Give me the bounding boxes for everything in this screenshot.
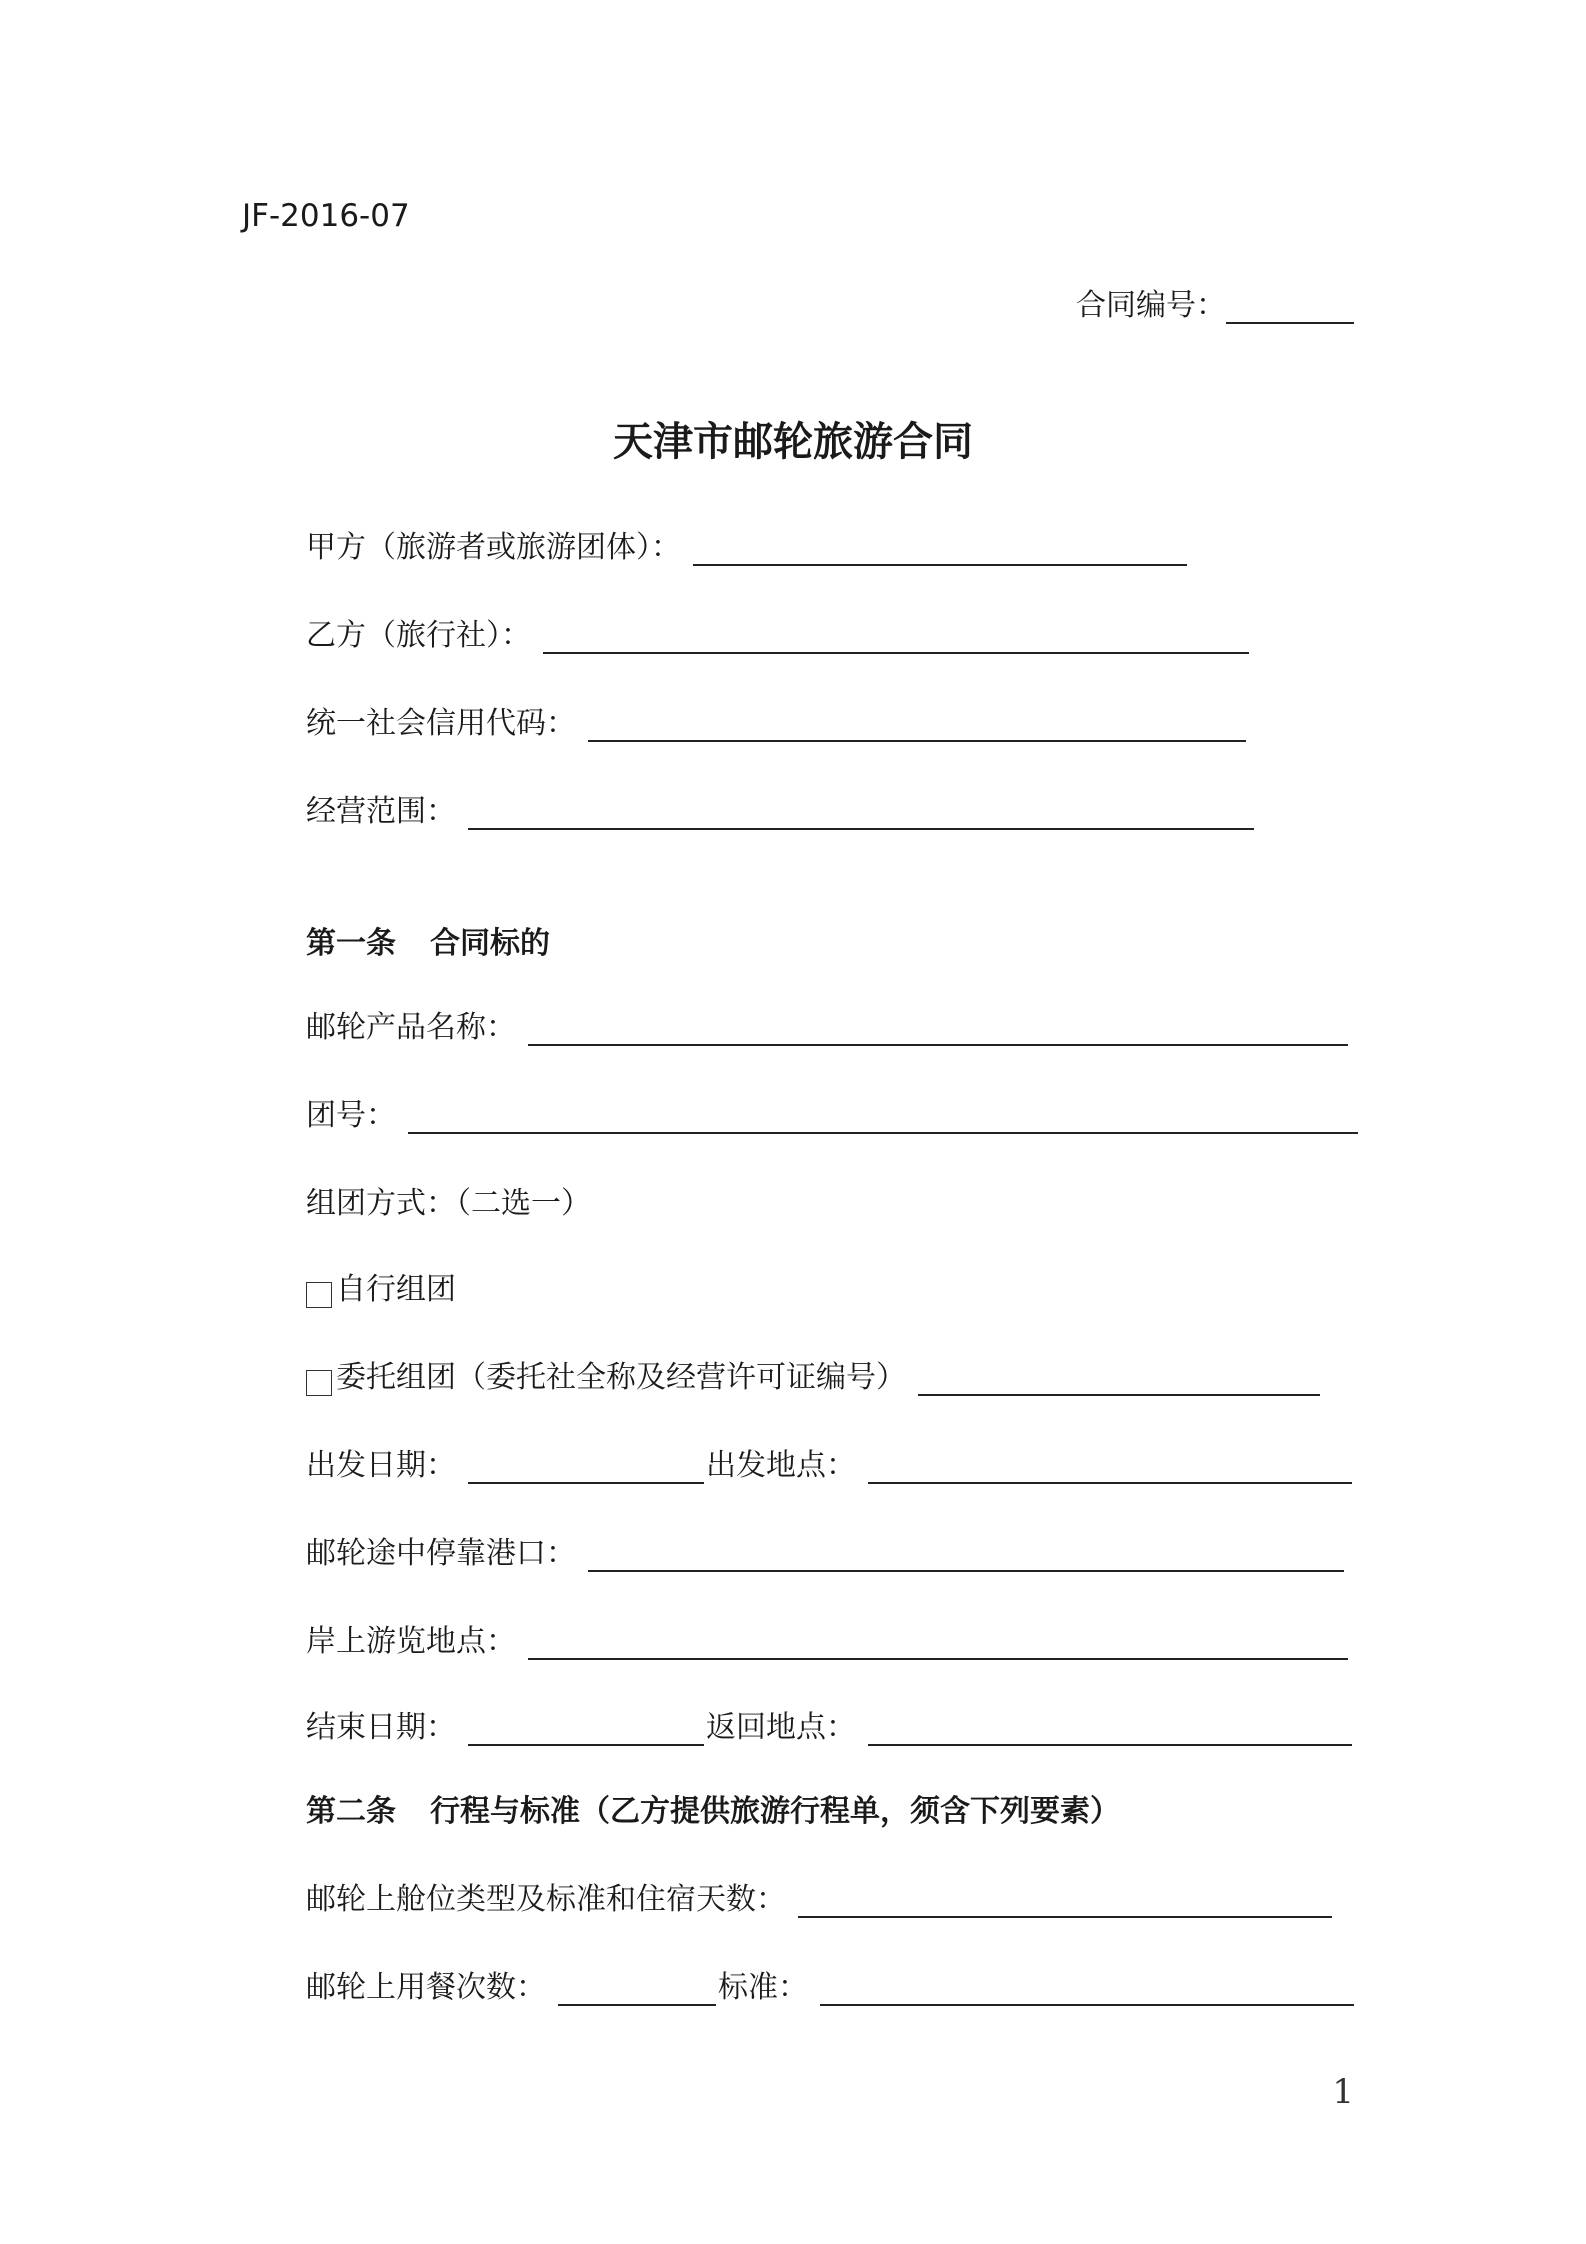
party-a-label: 甲方（旅游者或旅游团体）： <box>306 530 681 565</box>
entrusted-checkbox[interactable] <box>306 1370 332 1396</box>
product-name-row <box>306 1002 1348 1046</box>
credit-code-field[interactable] <box>588 710 1246 742</box>
option-self-row <box>306 1264 462 1308</box>
group-no-row <box>306 1090 1358 1134</box>
meals-label: 邮轮上用餐次数： <box>306 1970 546 2005</box>
ports-row <box>306 1528 1344 1572</box>
document-code: JF-2016-07 <box>242 198 410 234</box>
article-2-heading <box>306 1786 1120 1830</box>
group-mode-label: 组团方式：（二选一） <box>306 1186 591 1221</box>
shore-sites-field[interactable] <box>528 1628 1348 1660</box>
standard-label: 标准： <box>718 1970 808 2005</box>
meal-standard-field[interactable] <box>820 1974 1354 2006</box>
departure-row <box>306 1440 1352 1484</box>
group-no-field[interactable] <box>408 1102 1358 1134</box>
self-organized-checkbox[interactable] <box>306 1282 332 1308</box>
credit-code-label: 统一社会信用代码： <box>306 706 576 741</box>
return-place-field[interactable] <box>868 1714 1352 1746</box>
depart-date-field[interactable] <box>468 1452 704 1484</box>
contract-number-field[interactable] <box>1226 286 1354 324</box>
contract-number-label: 合同编号： <box>1076 288 1226 323</box>
business-scope-row <box>306 786 1254 830</box>
end-row <box>306 1702 1352 1746</box>
meals-count-field[interactable] <box>558 1974 716 2006</box>
ports-field[interactable] <box>588 1540 1344 1572</box>
article-2-title: 行程与标准（乙方提供旅游行程单，须含下列要素） <box>430 1794 1120 1829</box>
entrust-agency-field[interactable] <box>918 1364 1320 1396</box>
article-1-heading <box>306 918 550 962</box>
cabin-row <box>306 1874 1332 1918</box>
return-place-label: 返回地点： <box>706 1710 856 1745</box>
option-entrust-row <box>306 1352 1320 1396</box>
option-self-label: 自行组团 <box>336 1272 456 1307</box>
party-a-field[interactable] <box>693 534 1187 566</box>
party-a-row <box>306 522 1187 566</box>
product-name-field[interactable] <box>528 1014 1348 1046</box>
end-date-field[interactable] <box>468 1714 704 1746</box>
depart-date-label: 出发日期： <box>306 1448 456 1483</box>
shore-sites-label: 岸上游览地点： <box>306 1624 516 1659</box>
credit-code-row <box>306 698 1246 742</box>
party-b-field[interactable] <box>543 622 1249 654</box>
option-entrust-label: 委托组团（委托社全称及经营许可证编号） <box>336 1360 906 1395</box>
ports-label: 邮轮途中停靠港口： <box>306 1536 576 1571</box>
cabin-field[interactable] <box>798 1886 1332 1918</box>
business-scope-field[interactable] <box>468 798 1254 830</box>
document-title: 天津市邮轮旅游合同 <box>613 419 973 465</box>
shore-sites-row <box>306 1616 1348 1660</box>
meals-row <box>306 1962 1354 2006</box>
depart-place-label: 出发地点： <box>706 1448 856 1483</box>
product-name-label: 邮轮产品名称： <box>306 1010 516 1045</box>
end-date-label: 结束日期： <box>306 1710 456 1745</box>
article-1-title: 合同标的 <box>430 926 550 961</box>
article-2-number: 第二条 <box>306 1794 396 1829</box>
cabin-label: 邮轮上舱位类型及标准和住宿天数： <box>306 1882 786 1917</box>
party-b-label: 乙方（旅行社）： <box>306 618 531 653</box>
group-mode-row <box>306 1178 597 1222</box>
contract-number <box>1076 280 1354 324</box>
depart-place-field[interactable] <box>868 1452 1352 1484</box>
party-b-row <box>306 610 1249 654</box>
page-number: 1 <box>1332 2072 1354 2112</box>
group-no-label: 团号： <box>306 1098 396 1133</box>
business-scope-label: 经营范围： <box>306 794 456 829</box>
article-1-number: 第一条 <box>306 926 396 961</box>
